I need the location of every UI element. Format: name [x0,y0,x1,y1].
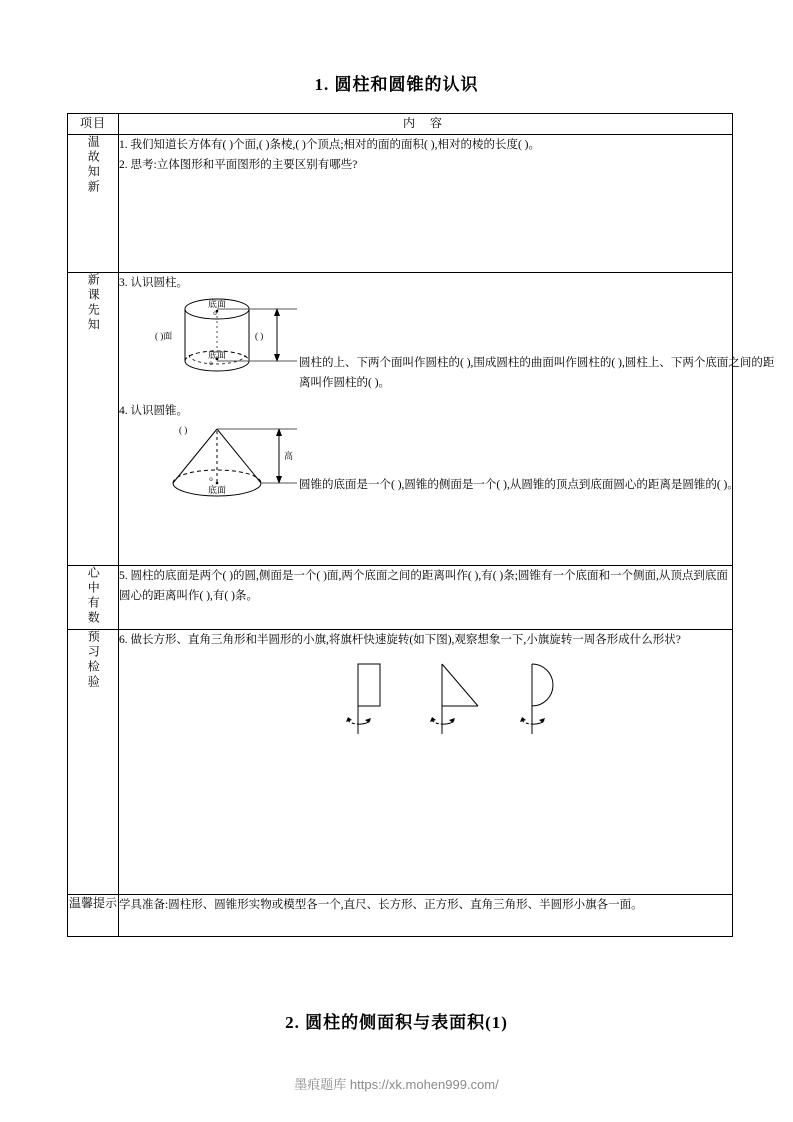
page-title-lesson-2: 2. 圆柱的侧面积与表面积(1) [285,1013,508,1032]
flag-right-triangle [430,664,478,734]
row-label-understanding: 心中有数 [68,566,119,630]
rotating-flags-diagram [324,658,624,750]
cylinder-bottom-center-mark: o [209,359,213,368]
tips-text: 学具准备:圆柱形、圆锥形实物或模型各一个,直尺、长方形、正方形、直角三角形、半圆形小旗各一面。 [119,899,643,911]
cylinder-top-center-mark: o [213,309,217,318]
lesson-worksheet-table [67,113,775,937]
cylinder-description-text: 圆柱的上、下两个面叫作圆柱的( ),围成圆柱的曲面叫作圆柱的( ),圆柱上、下两个底面之间的距离叫作圆柱的( )。 [299,357,775,390]
cone-figure-block [119,421,739,503]
table-row-understanding [68,566,733,630]
table-row-review [68,135,733,273]
watermark-site-name: 墨痕题库 [294,1077,347,1092]
row-label-newlesson: 新课先知 [68,273,119,566]
row-label-preview-check: 预习检验 [68,630,119,895]
cylinder-top-face-label: 底面 [207,299,227,310]
flag-rectangle [346,664,380,734]
question-3: 3. 认识圆柱。 [119,277,188,289]
table-row-tips [68,895,733,937]
row-content-review [119,135,733,273]
table-row-newlesson [68,273,733,566]
row-content-preview-check [119,630,733,895]
rotating-flags-figure-block [119,650,732,748]
question-2: 2. 思考:立体图形和平面图形的主要区别有哪些? [119,159,358,172]
row-label-tips: 温馨提示 [68,895,119,937]
table-row-preview-check [68,630,733,895]
cylinder-height-label: ( ) [255,331,264,342]
question-6: 6. 做长方形、直角三角形和半圆形的小旗,将旗杆快速旋转(如下图),观察想象一下,小旗旋转一周各形成什么形状? [119,634,681,646]
cone-base-label: 底面 [207,485,227,496]
question-4: 4. 认识圆锥。 [119,405,188,418]
cone-description-text: 圆锥的底面是一个( ),圆锥的侧面是一个( ),从圆锥的顶点到底面圆心的距离是圆锥的( )。 [299,479,739,492]
cone-center-mark: o [209,475,213,484]
cylinder-side-face-label: ( )面 [155,331,173,342]
row-label-review: 温故知新 [68,135,119,273]
watermark-url: https://xk.mohen999.com/ [349,1077,499,1092]
page-title-lesson-1: 1. 圆柱和圆锥的认识 [314,75,479,94]
cone-apex-label: ( ) [179,425,188,436]
row-content-newlesson [119,273,775,566]
table-header-row [68,114,733,135]
flag-semicircle [520,664,553,734]
question-1: 1. 我们知道长方体有( )个面,( )条棱,( )个顶点;相对的面的面积( ),相对的棱的长度( )。 [119,139,540,151]
cylinder-figure-block [119,293,775,390]
header-item-column: 项目 [68,114,119,135]
row-content-understanding [119,566,733,630]
cone-height-label: 高 [284,451,294,462]
row-content-tips [119,895,733,937]
question-5: 5. 圆柱的底面是两个( )的圆,侧面是一个( )面,两个底面之间的距离叫作( ),有( )条;圆锥有一个底面和一个侧面,从顶点到底面圆心的距离叫作( ),有( )条。 [119,570,728,603]
cylinder-bottom-face-label: 底面 [207,350,227,361]
footer-watermark [0,1074,793,1093]
header-content-column: 内 容 [119,114,733,135]
